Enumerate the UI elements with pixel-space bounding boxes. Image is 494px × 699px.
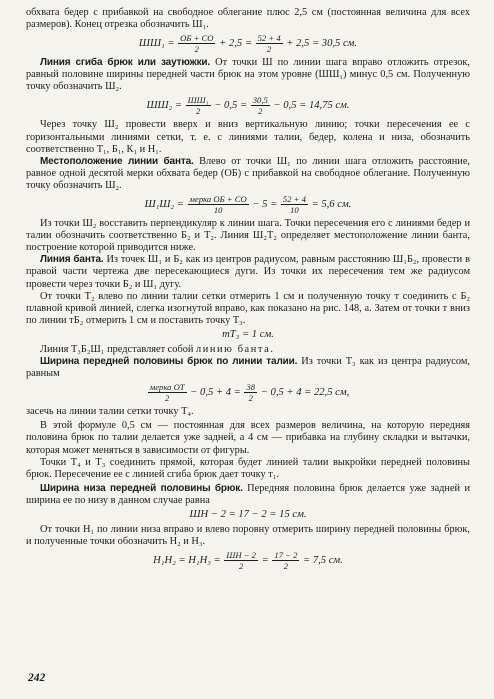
paragraph-10: засечь на линии талии сетки точку Т₄. xyxy=(26,406,194,418)
paragraph-6 xyxy=(26,254,470,290)
formula-7-mid: = xyxy=(261,555,269,567)
paragraph-9 xyxy=(26,356,470,380)
section-heading-bow-line-position: Местоположение линии банта. xyxy=(40,155,194,167)
formula-7-lhs: Н₁Н₂ = Н₁Н₃ = xyxy=(153,555,221,567)
paragraph-2 xyxy=(26,57,470,93)
formula-2-rhs: − 0,5 = 14,75 см. xyxy=(273,100,350,112)
fraction-numerator: 38 xyxy=(246,382,256,393)
paragraph-13-body: Передняя половина брюк делается уже задней и ширина ее по низу в данном случае равна xyxy=(26,482,471,506)
formula-4: тТ₃ = 1 см. xyxy=(222,328,274,340)
formula-1 xyxy=(26,33,470,54)
formula-2-fraction-2 xyxy=(251,95,270,116)
section-heading-bow-line: Линия банта. xyxy=(40,254,104,266)
formula-7 xyxy=(26,550,470,571)
paragraph-6-body: Из точек Ш₁ и Б₂ как из центров радиусом, равным расстоянию Ш₁Б₂, провести в правой части чертежа две пересекающиеся дуги. Из точки их пересечения тем же радиусом провести через точки Б₂ и Ш₁ дугу. xyxy=(26,254,470,290)
section-heading-front-hem-width: Ширина низа передней половины брюк. xyxy=(40,482,243,494)
formula-3-lhs: Ш₁Ш₂ = xyxy=(144,198,184,210)
formula-1-fraction-2 xyxy=(256,33,283,54)
fraction-numerator: мерка ОТ xyxy=(149,382,185,393)
fraction-numerator: ОБ + СО xyxy=(180,33,214,44)
paragraph-14: От точки Н₁ по линии низа вправо и влево поровну отмерить ширину передней половины брюк, и полученные точки обозначить Н₂ и Н₃. xyxy=(26,524,470,548)
paragraph-4 xyxy=(26,156,470,192)
fraction-numerator: 52 + 4 xyxy=(257,33,281,44)
fraction-denominator: 2 xyxy=(194,44,199,55)
section-heading-front-waist-width: Ширина передней половины брюк по линии талии. xyxy=(40,356,298,368)
formula-2-fraction-1 xyxy=(186,95,211,116)
formula-2 xyxy=(26,95,470,116)
fraction-denominator: 2 xyxy=(248,393,253,404)
fraction-denominator: 2 xyxy=(258,106,263,117)
paragraph-2-body: От точки Ш по линии шага вправо отложить отрезок, равный половине ширины передней части брюк на этом уровне (ШШ₁) минус 0,5 см. Полученную точку обозначить Ш₂. xyxy=(26,57,470,93)
formula-3 xyxy=(26,194,470,215)
fraction-denominator: 2 xyxy=(283,561,289,572)
paragraph-8-text: Линия Т₃Б₂Ш₁ представляет собой xyxy=(40,343,194,355)
paragraph-3: Через точку Ш₂ провести вверх и вниз вертикальную линию; точки пересечения ее с горизонтальными линиями сетки, т. е. с линиями талии, бедер, колена и низа, обозначить соответственно Т₁, Б₁, К₁ и Н₁. xyxy=(26,119,470,155)
section-heading-crease-line: Линия сгиба брюк или заутюжки. xyxy=(40,57,211,69)
formula-3-fraction-2 xyxy=(281,194,308,215)
fraction-denominator: 2 xyxy=(165,393,170,404)
fraction-denominator: 2 xyxy=(266,44,272,55)
fraction-numerator: 52 + 4 xyxy=(282,194,306,205)
page-number: 242 xyxy=(28,672,46,684)
fraction-numerator: ШН − 2 xyxy=(226,550,256,561)
fraction-denominator: 2 xyxy=(238,561,244,572)
formula-7-fraction-2 xyxy=(272,550,299,571)
fraction-denominator: 2 xyxy=(195,106,201,117)
formula-7-fraction-1 xyxy=(224,550,258,571)
formula-3-fraction-1 xyxy=(188,194,249,215)
formula-3-mid: − 5 = xyxy=(252,198,278,210)
formula-5-fraction-2 xyxy=(244,382,257,403)
formula-1-lhs: ШШ₁ = xyxy=(138,38,175,50)
paragraph-8 xyxy=(26,344,470,356)
paragraph-7: От точки Т₂ влево по линии талии сетки отмерить 1 см и полученную точку т соединить с Б₂ плавной кривой линией, слегка изогнутой вправо, как показано на рис. 148, а. Затем от точки т вниз по линии тБ₂ отмерить 1 см и поставить точку Т₃. xyxy=(26,290,470,326)
paragraph-4-body: Влево от точки Ш₁ по линии шага отложить расстояние, равное одной десятой мерки обхвата бедер (ОБ) с прибавкой на свободное облегание. Полученную точку обозначить Ш₂. xyxy=(26,155,470,191)
formula-1-rhs: + 2,5 = 30,5 см. xyxy=(286,38,358,50)
paragraph-8-spaced-term: линию банта. xyxy=(196,343,275,355)
paragraph-1: обхвата бедер с прибавкой на свободное облегание плюс 2,5 см (постоянная величина для всех размеров). Конец отрезка обозначить Ш₁. xyxy=(26,7,470,31)
fraction-numerator: 30,5 xyxy=(252,95,268,106)
fraction-numerator: 17 − 2 xyxy=(274,550,298,561)
formula-2-lhs: ШШ₂ = xyxy=(146,100,183,112)
paragraph-5: Из точки Ш₂ восставить перпендикуляр к линии шага. Точки пересечения его с линиями бедер и талии обозначить соответственно Б₂ и Т₂. Линия Ш₂Т₂ определяет местоположение линии банта, построение которой приводится ниже. xyxy=(26,218,470,254)
formula-1-mid: + 2,5 = xyxy=(219,38,252,50)
formula-2-mid: − 0,5 = xyxy=(214,100,248,112)
paragraph-12: Точки Т₄ и Т₃ соединить прямой, которая будет линией талии выкройки передней половины брюк. Пересечение ее с линией сгиба брюк дает точку т₁. xyxy=(26,456,470,480)
formula-5 xyxy=(26,382,470,403)
formula-1-fraction-1 xyxy=(178,33,215,54)
paragraph-9-body: Из точки Т₃ как из центра радиусом, равным xyxy=(26,356,470,380)
formula-5-fraction-1 xyxy=(148,382,187,403)
formula-3-rhs: = 5,6 см. xyxy=(311,198,352,210)
formula-6: ШН − 2 = 17 − 2 = 15 см. xyxy=(189,509,307,520)
fraction-denominator: 10 xyxy=(213,205,223,216)
formula-7-rhs: = 7,5 см. xyxy=(303,555,343,567)
fraction-numerator: мерка ОБ + СО xyxy=(189,194,247,205)
fraction-denominator: 10 xyxy=(290,205,299,216)
paragraph-11: В этой формуле 0,5 см — постоянная для всех размеров величина, на которую передняя половина брюк по талии делается уже задней, а 4 см — прибавка на глубину складки и вытачки, которая может меняться в зависимости от фигуры. xyxy=(26,420,470,456)
fraction-numerator: ШШ₁ xyxy=(187,95,209,106)
formula-5-rhs: − 0,5 + 4 = 22,5 см, xyxy=(260,387,350,399)
formula-5-mid: − 0,5 + 4 = xyxy=(190,387,241,399)
paragraph-13 xyxy=(26,483,470,507)
